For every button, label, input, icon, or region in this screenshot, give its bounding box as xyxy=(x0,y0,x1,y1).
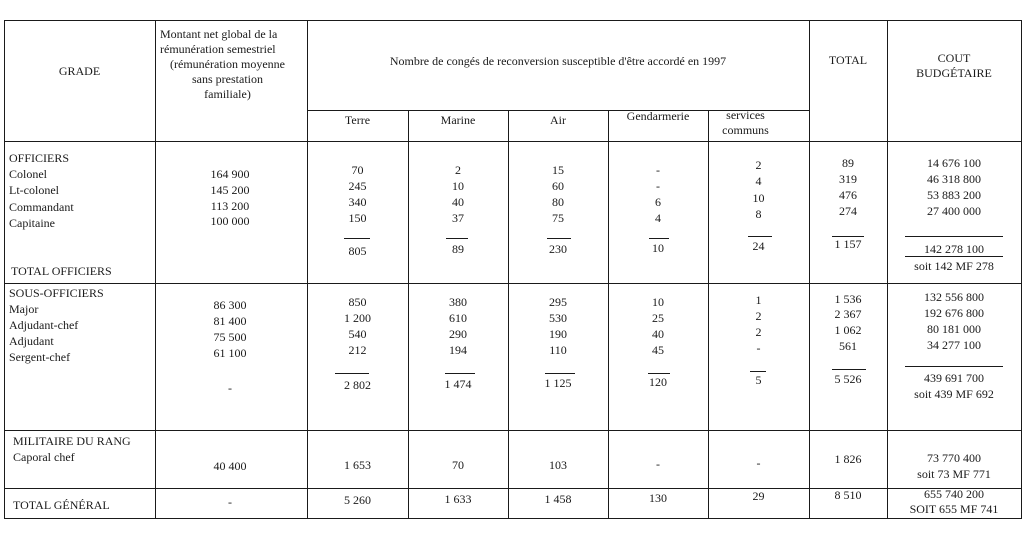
subtotal-cout-mf: soit 439 MF 692 xyxy=(914,387,994,401)
section-title-officiers: OFFICIERS xyxy=(9,151,70,165)
air-cell: 15 xyxy=(552,163,564,177)
serv-cell: - xyxy=(756,341,761,355)
serv-cell: 2 xyxy=(755,158,762,172)
terre-cell: 340 xyxy=(348,195,367,209)
marine-cell: 70 xyxy=(452,458,464,472)
total-general-label: TOTAL GÉNÉRAL xyxy=(13,498,110,512)
cout-cell: 14 676 100 xyxy=(927,156,981,170)
subtotal-total: 1 157 xyxy=(834,237,862,251)
terre-cell: 212 xyxy=(348,343,367,357)
section-title-sous-officiers: SOUS-OFFICIERS xyxy=(9,286,104,300)
terre-cell: 1 200 xyxy=(344,311,371,325)
grade-cell: Commandant xyxy=(9,200,74,214)
serv-cell: 29 xyxy=(752,489,765,503)
gend-cell: 130 xyxy=(649,491,667,505)
subtotal-air: 1 125 xyxy=(544,376,572,390)
cout-cell: 655 740 200 xyxy=(924,487,984,501)
cout-cell: 53 883 200 xyxy=(927,188,981,202)
grade-cell: Adjudant-chef xyxy=(9,318,79,332)
total-cell: 1 062 xyxy=(834,323,862,337)
header-terre: Terre xyxy=(344,113,371,127)
air-cell: 110 xyxy=(549,343,567,357)
subtotal-serv: 24 xyxy=(752,239,765,253)
rem-cell: 164 900 xyxy=(210,167,250,181)
cout-cell: 80 181 000 xyxy=(927,322,981,336)
header-cout-line: COUT xyxy=(937,51,971,65)
header-remuneration-line: familiale) xyxy=(204,87,251,101)
cout-cell: 132 556 800 xyxy=(924,290,984,304)
terre-cell: 70 xyxy=(351,163,364,177)
rem-cell: 75 500 xyxy=(213,330,247,344)
terre-cell: 850 xyxy=(348,295,367,309)
total-cell: 2 367 xyxy=(834,307,862,321)
gend-cell: 4 xyxy=(655,211,661,225)
section-title-militaire: MILITAIRE DU RANG xyxy=(13,434,131,448)
total-cell: 8 510 xyxy=(834,488,862,502)
air-cell: 103 xyxy=(549,458,567,472)
air-cell: 1 458 xyxy=(544,492,572,506)
rem-cell: 40 400 xyxy=(213,459,247,473)
header-remuneration-line: Montant net global de la xyxy=(160,27,278,41)
air-cell: 190 xyxy=(549,327,567,341)
serv-cell: 8 xyxy=(755,207,762,221)
subtotal-terre: 805 xyxy=(348,244,367,258)
subtotal-marine: 1 474 xyxy=(444,377,472,391)
serv-cell: 2 xyxy=(755,309,762,323)
rem-cell: 113 200 xyxy=(210,199,250,213)
terre-cell: 1 653 xyxy=(344,458,371,472)
rem-cell: 81 400 xyxy=(213,314,247,328)
marine-cell: 290 xyxy=(449,327,467,341)
total-cell: 89 xyxy=(842,156,854,170)
grade-cell: Adjudant xyxy=(9,334,54,348)
total-cell: 1 826 xyxy=(834,452,862,466)
header-remuneration xyxy=(160,27,310,102)
marine-cell: 2 xyxy=(455,163,461,177)
serv-cell: 10 xyxy=(752,191,765,205)
grade-cell: Lt-colonel xyxy=(9,183,59,197)
serv-cell: 1 xyxy=(755,293,762,307)
terre-cell: 245 xyxy=(348,179,367,193)
rem-cell: 86 300 xyxy=(213,298,247,312)
serv-cell: 4 xyxy=(755,174,762,188)
subtotal-cout: 142 278 100 xyxy=(924,242,984,256)
header-air: Air xyxy=(550,113,566,127)
cout-cell: 192 676 800 xyxy=(924,306,984,320)
terre-cell: 5 260 xyxy=(344,493,371,507)
grade-cell: Capitaine xyxy=(9,216,55,230)
header-services-line: communs xyxy=(722,123,769,137)
gend-cell: 10 xyxy=(652,295,664,309)
header-remuneration-line: sans prestation xyxy=(192,72,263,86)
gend-cell: - xyxy=(656,457,660,471)
terre-cell: 540 xyxy=(348,327,367,341)
air-cell: 295 xyxy=(549,295,567,309)
marine-cell: 380 xyxy=(449,295,467,309)
marine-cell: 40 xyxy=(452,195,464,209)
gend-cell: 40 xyxy=(652,327,664,341)
subtotal-marine: 89 xyxy=(452,242,464,256)
header-services xyxy=(708,108,783,138)
grade-cell: Colonel xyxy=(9,167,47,181)
subtotal-air: 230 xyxy=(549,242,567,256)
gend-cell: - xyxy=(656,179,660,193)
air-cell: 80 xyxy=(552,195,564,209)
terre-cell: 150 xyxy=(348,211,367,225)
total-officiers-label: TOTAL OFFICIERS xyxy=(11,264,112,278)
header-grade: GRADE xyxy=(58,64,101,78)
marine-cell: 194 xyxy=(449,343,467,357)
header-nombre: Nombre de congés de reconversion susceptible d'être accordé en 1997 xyxy=(389,54,727,68)
rem-cell: 145 200 xyxy=(210,183,250,197)
gend-cell: - xyxy=(656,163,660,177)
air-cell: 60 xyxy=(552,179,564,193)
marine-cell: 610 xyxy=(449,311,467,325)
header-remuneration-line: rémunération semestriel xyxy=(160,42,276,56)
header-services-line: services xyxy=(726,108,765,122)
cout-cell: 46 318 800 xyxy=(927,172,981,186)
grade-cell: Sergent-chef xyxy=(9,350,71,364)
cout-cell: 27 400 000 xyxy=(927,204,981,218)
subtotal-gend: 10 xyxy=(652,241,664,255)
header-remuneration-line: (rémunération moyenne xyxy=(170,57,285,71)
header-cout-line: BUDGÉTAIRE xyxy=(916,66,992,80)
rem-cell: 100 000 xyxy=(210,214,250,228)
header-total: TOTAL xyxy=(828,53,868,67)
total-cell: 319 xyxy=(839,172,857,186)
rem-cell: 61 100 xyxy=(213,346,247,360)
total-cell: 274 xyxy=(839,204,857,218)
total-cell: 476 xyxy=(839,188,857,202)
grade-cell: Caporal chef xyxy=(13,450,75,464)
air-cell: 530 xyxy=(549,311,567,325)
header-marine: Marine xyxy=(440,113,476,127)
marine-cell: 10 xyxy=(452,179,464,193)
gend-cell: 45 xyxy=(652,343,664,357)
cout-cell: 73 770 400 xyxy=(927,451,981,465)
serv-cell: 2 xyxy=(755,325,762,339)
marine-cell: 37 xyxy=(452,211,464,225)
cout-mf-cell: soit 73 MF 771 xyxy=(917,467,991,481)
grade-cell: Major xyxy=(9,302,39,316)
total-cell: 1 536 xyxy=(834,292,862,306)
total-cell: 561 xyxy=(839,339,857,353)
header-gendarmerie: Gendarmerie xyxy=(626,109,690,123)
subtotal-total: 5 526 xyxy=(834,372,862,386)
cout-cell: 34 277 100 xyxy=(927,338,981,352)
gend-cell: 25 xyxy=(652,311,664,325)
gend-cell: 6 xyxy=(655,195,661,209)
subtotal-cout: 439 691 700 xyxy=(924,371,984,385)
subtotal-rem: - xyxy=(228,381,232,395)
subtotal-serv: 5 xyxy=(755,373,762,387)
cout-mf-cell: SOIT 655 MF 741 xyxy=(909,502,999,516)
subtotal-gend: 120 xyxy=(649,375,667,389)
rem-cell: - xyxy=(228,495,232,509)
serv-cell: - xyxy=(756,456,761,470)
header-cout xyxy=(887,51,1021,81)
air-cell: 75 xyxy=(552,211,564,225)
subtotal-cout-mf: soit 142 MF 278 xyxy=(914,259,994,273)
subtotal-terre: 2 802 xyxy=(344,378,371,392)
marine-cell: 1 633 xyxy=(444,492,472,506)
